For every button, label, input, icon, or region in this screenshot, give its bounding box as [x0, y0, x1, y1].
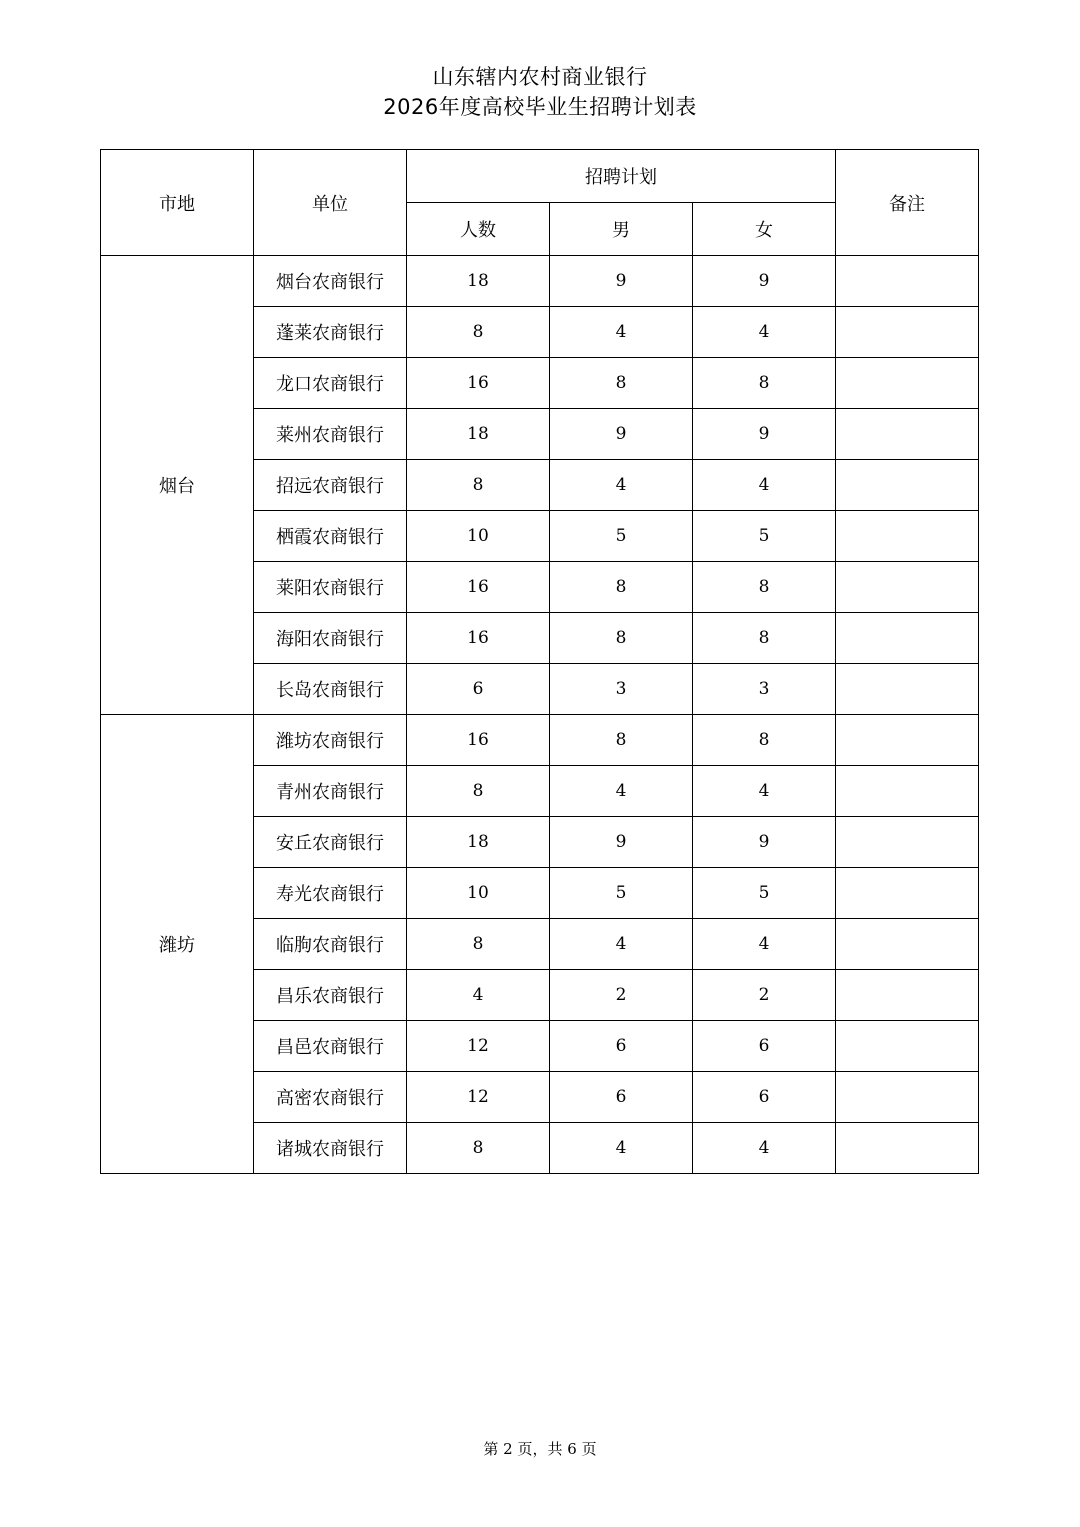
- female-cell: 9: [693, 256, 836, 307]
- count-cell: 18: [407, 817, 550, 868]
- header-count: 人数: [407, 203, 550, 256]
- remark-cell: [836, 868, 979, 919]
- count-cell: 18: [407, 409, 550, 460]
- count-cell: 10: [407, 868, 550, 919]
- female-cell: 6: [693, 1021, 836, 1072]
- unit-cell: 莱州农商银行: [254, 409, 407, 460]
- remark-cell: [836, 970, 979, 1021]
- count-cell: 8: [407, 1123, 550, 1174]
- city-cell: 烟台: [101, 256, 254, 715]
- remark-cell: [836, 766, 979, 817]
- male-cell: 5: [550, 511, 693, 562]
- remark-cell: [836, 664, 979, 715]
- male-cell: 8: [550, 562, 693, 613]
- count-cell: 16: [407, 613, 550, 664]
- count-cell: 16: [407, 358, 550, 409]
- female-cell: 2: [693, 970, 836, 1021]
- remark-cell: [836, 817, 979, 868]
- unit-cell: 烟台农商银行: [254, 256, 407, 307]
- count-cell: 12: [407, 1021, 550, 1072]
- male-cell: 4: [550, 1123, 693, 1174]
- table-body: [101, 256, 979, 1174]
- header-remark: 备注: [836, 150, 979, 256]
- unit-cell: 潍坊农商银行: [254, 715, 407, 766]
- header-plan: 招聘计划: [407, 150, 836, 203]
- male-cell: 6: [550, 1072, 693, 1123]
- remark-cell: [836, 1072, 979, 1123]
- female-cell: 4: [693, 919, 836, 970]
- count-cell: 16: [407, 715, 550, 766]
- unit-cell: 寿光农商银行: [254, 868, 407, 919]
- header-row-1: [101, 150, 979, 203]
- female-cell: 6: [693, 1072, 836, 1123]
- male-cell: 8: [550, 715, 693, 766]
- unit-cell: 昌乐农商银行: [254, 970, 407, 1021]
- male-cell: 9: [550, 256, 693, 307]
- remark-cell: [836, 256, 979, 307]
- male-cell: 5: [550, 868, 693, 919]
- female-cell: 8: [693, 562, 836, 613]
- city-cell: 潍坊: [101, 715, 254, 1174]
- unit-cell: 招远农商银行: [254, 460, 407, 511]
- unit-cell: 青州农商银行: [254, 766, 407, 817]
- male-cell: 4: [550, 766, 693, 817]
- remark-cell: [836, 409, 979, 460]
- count-cell: 18: [407, 256, 550, 307]
- count-cell: 4: [407, 970, 550, 1021]
- female-cell: 5: [693, 511, 836, 562]
- unit-cell: 海阳农商银行: [254, 613, 407, 664]
- female-cell: 9: [693, 409, 836, 460]
- count-cell: 16: [407, 562, 550, 613]
- remark-cell: [836, 460, 979, 511]
- female-cell: 9: [693, 817, 836, 868]
- unit-cell: 诸城农商银行: [254, 1123, 407, 1174]
- table-row: [101, 256, 979, 307]
- female-cell: 4: [693, 460, 836, 511]
- male-cell: 4: [550, 460, 693, 511]
- remark-cell: [836, 1123, 979, 1174]
- header-male: 男: [550, 203, 693, 256]
- count-cell: 8: [407, 307, 550, 358]
- male-cell: 3: [550, 664, 693, 715]
- female-cell: 3: [693, 664, 836, 715]
- female-cell: 8: [693, 715, 836, 766]
- female-cell: 4: [693, 307, 836, 358]
- count-cell: 8: [407, 766, 550, 817]
- count-cell: 10: [407, 511, 550, 562]
- male-cell: 4: [550, 307, 693, 358]
- unit-cell: 栖霞农商银行: [254, 511, 407, 562]
- count-cell: 8: [407, 919, 550, 970]
- header-city: 市地: [101, 150, 254, 256]
- remark-cell: [836, 1021, 979, 1072]
- male-cell: 9: [550, 409, 693, 460]
- document-title: [0, 62, 1080, 122]
- count-cell: 8: [407, 460, 550, 511]
- unit-cell: 安丘农商银行: [254, 817, 407, 868]
- female-cell: 4: [693, 766, 836, 817]
- remark-cell: [836, 919, 979, 970]
- female-cell: 8: [693, 358, 836, 409]
- count-cell: 6: [407, 664, 550, 715]
- unit-cell: 昌邑农商银行: [254, 1021, 407, 1072]
- remark-cell: [836, 511, 979, 562]
- unit-cell: 长岛农商银行: [254, 664, 407, 715]
- female-cell: 4: [693, 1123, 836, 1174]
- male-cell: 4: [550, 919, 693, 970]
- female-cell: 5: [693, 868, 836, 919]
- female-cell: 8: [693, 613, 836, 664]
- header-female: 女: [693, 203, 836, 256]
- remark-cell: [836, 562, 979, 613]
- unit-cell: 龙口农商银行: [254, 358, 407, 409]
- table-row: [101, 715, 979, 766]
- remark-cell: [836, 358, 979, 409]
- recruitment-plan-table: [100, 149, 979, 1174]
- title-line-2: 2026年度高校毕业生招聘计划表: [383, 95, 697, 119]
- male-cell: 8: [550, 358, 693, 409]
- title-line-1: 山东辖内农村商业银行: [432, 65, 648, 89]
- unit-cell: 莱阳农商银行: [254, 562, 407, 613]
- male-cell: 2: [550, 970, 693, 1021]
- remark-cell: [836, 307, 979, 358]
- unit-cell: 临朐农商银行: [254, 919, 407, 970]
- unit-cell: 蓬莱农商银行: [254, 307, 407, 358]
- remark-cell: [836, 715, 979, 766]
- unit-cell: 高密农商银行: [254, 1072, 407, 1123]
- male-cell: 6: [550, 1021, 693, 1072]
- count-cell: 12: [407, 1072, 550, 1123]
- page-footer: 第 2 页，共 6 页: [483, 1440, 597, 1458]
- male-cell: 8: [550, 613, 693, 664]
- header-unit: 单位: [254, 150, 407, 256]
- male-cell: 9: [550, 817, 693, 868]
- remark-cell: [836, 613, 979, 664]
